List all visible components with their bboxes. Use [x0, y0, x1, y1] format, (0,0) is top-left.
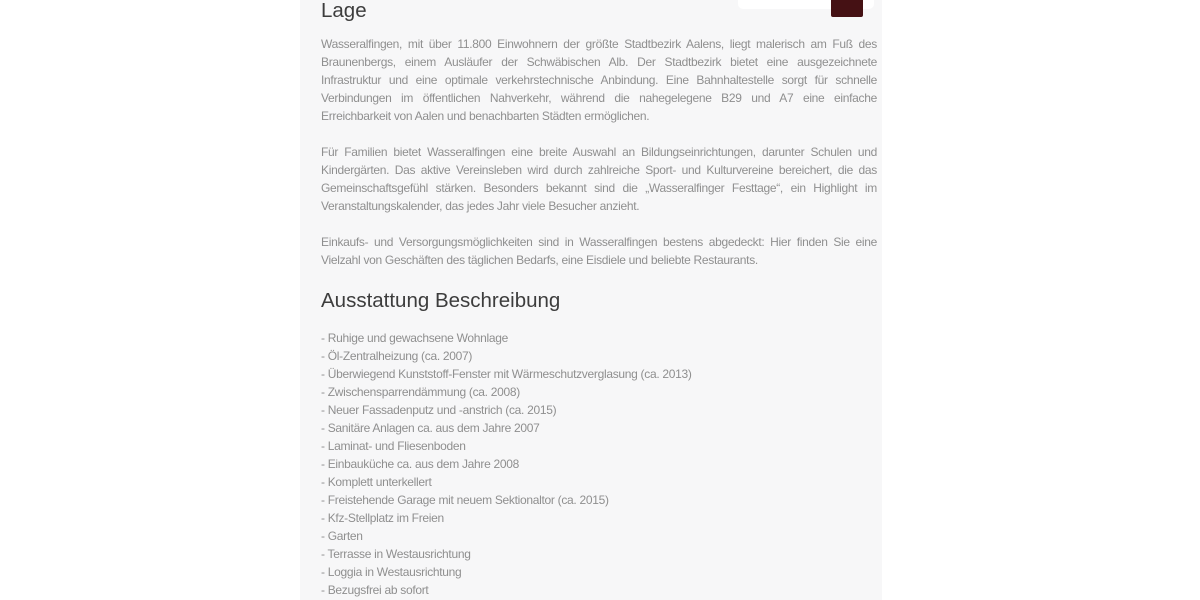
- feature-item: - Komplett unterkellert: [321, 475, 432, 489]
- lage-paragraph-1: Wasseralfingen, mit über 11.800 Einwohnern der größte Stadtbezirk Aalens, liegt malerisch am Fuß des Braunenbergs, einem Ausläufer der Schwäbischen Alb. Der Stadtbezirk bietet eine ausgezeichnete Infrastruktur und eine optimale verkehrstechnische Anbindung. Eine Bahnhaltestelle sorgt für schnelle Verbindungen im öffentlichen Nahverkehr, während die nahegelegene B29 und A7 eine einfache Erreichbarkeit von Aalen und benachbarten Städten ermöglichen.: [321, 37, 877, 123]
- feature-item: - Loggia in Westausrichtung: [321, 565, 462, 579]
- features-list: [321, 329, 877, 599]
- feature-item: - Garten: [321, 529, 363, 543]
- feature-item: - Laminat- und Fliesenboden: [321, 439, 466, 453]
- feature-item: - Terrasse in Westausrichtung: [321, 547, 471, 561]
- lage-paragraph-3: Einkaufs- und Versorgungsmöglichkeiten sind in Wasseralfingen bestens abgedeckt: Hier finden Sie eine Vielzahl von Geschäften des täglichen Bedarfs, eine Eisdiele und beliebte Restaurants.: [321, 235, 877, 267]
- content-panel: [300, 0, 882, 600]
- feature-item: - Bezugsfrei ab sofort: [321, 583, 429, 597]
- top-right-badge[interactable]: [831, 0, 863, 17]
- feature-item: - Öl-Zentralheizung (ca. 2007): [321, 349, 473, 363]
- feature-item: - Sanitäre Anlagen ca. aus dem Jahre 2007: [321, 421, 540, 435]
- feature-item: - Einbauküche ca. aus dem Jahre 2008: [321, 457, 519, 471]
- section-title-ausstattung: Ausstattung Beschreibung: [321, 289, 561, 312]
- feature-item: - Ruhige und gewachsene Wohnlage: [321, 331, 508, 345]
- feature-item: - Neuer Fassadenputz und -anstrich (ca. 2015): [321, 403, 557, 417]
- feature-item: - Kfz-Stellplatz im Freien: [321, 511, 444, 525]
- section-title-lage: Lage: [321, 0, 367, 22]
- feature-item: - Freistehende Garage mit neuem Sektionaltor (ca. 2015): [321, 493, 609, 507]
- feature-item: - Zwischensparrendämmung (ca. 2008): [321, 385, 520, 399]
- lage-paragraph-2: Für Familien bietet Wasseralfingen eine breite Auswahl an Bildungseinrichtungen, darunter Schulen und Kindergärten. Das aktive Vereinsleben wird durch zahlreiche Sport- und Kulturvereine bereichert, die das Gemeinschaftsgefühl stärken. Besonders bekannt sind die „Wasseralfinger Festtage“, ein Highlight im Veranstaltungskalender, das jedes Jahr viele Besucher anzieht.: [321, 145, 877, 213]
- feature-item: - Überwiegend Kunststoff-Fenster mit Wärmeschutzverglasung (ca. 2013): [321, 367, 692, 381]
